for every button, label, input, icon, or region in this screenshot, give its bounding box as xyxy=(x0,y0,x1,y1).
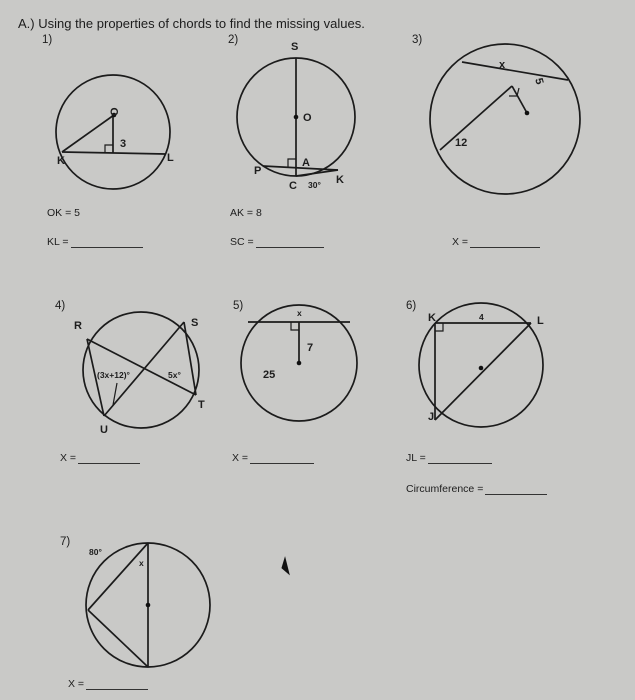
problem-4-number: 4) xyxy=(55,300,66,312)
problem-3-label-5: 5 xyxy=(532,76,546,86)
problem-5-right-angle xyxy=(291,322,299,330)
problem-4-label-arc2: 5x° xyxy=(168,370,181,380)
mouse-cursor-icon xyxy=(282,558,289,574)
problem-2-given: AK = 8 xyxy=(230,207,262,219)
problem-7-answer-label: X = xyxy=(68,678,85,690)
problem-4-chord-rt xyxy=(87,339,196,395)
problem-2-label-angle: 30° xyxy=(308,180,321,190)
problem-2-center-dot xyxy=(294,115,299,120)
problem-2-right-angle xyxy=(288,159,296,167)
problem-2-label-s: S xyxy=(291,41,299,53)
problem-6-label-k: K xyxy=(428,312,436,324)
problem-1-label-k: K xyxy=(57,155,65,167)
problem-1-diagram xyxy=(56,75,170,189)
problem-1-label-o: O xyxy=(109,107,121,116)
problem-6-diameter-jl xyxy=(435,323,531,420)
problem-3-number: 3) xyxy=(412,34,423,46)
problem-7-center-dot xyxy=(146,603,151,608)
problem-2-label-o: O xyxy=(303,112,312,124)
problem-3-center-dot xyxy=(525,111,530,116)
problem-4-answer-label: X = xyxy=(60,452,77,464)
problem-7-number: 7) xyxy=(60,536,71,548)
problem-5-center-dot xyxy=(297,361,302,366)
problem-6-label-j: J xyxy=(428,411,435,423)
problem-1-label-3: 3 xyxy=(120,138,127,150)
problem-6-right-angle xyxy=(435,323,443,331)
problem-6-label-4: 4 xyxy=(479,312,484,322)
problem-1-radius-ok xyxy=(62,115,114,152)
problem-5-label-7: 7 xyxy=(307,342,314,354)
problem-4-label-r: R xyxy=(74,320,82,332)
problem-6-circumference-label: Circumference = xyxy=(406,483,484,495)
problem-2-label-c: C xyxy=(289,180,297,192)
problem-7-label-x: x xyxy=(139,558,144,568)
problem-3-label-x: x xyxy=(499,59,506,71)
problem-2-label-a: A xyxy=(302,157,310,169)
problem-6-answer-label: JL = xyxy=(406,452,426,464)
problem-1-given: OK = 5 xyxy=(47,207,80,219)
problem-4-label-arc1: (3x+12)° xyxy=(97,370,130,380)
problem-5-number: 5) xyxy=(233,300,244,312)
problem-2-number: 2) xyxy=(228,34,239,46)
worksheet-title: A.) Using the properties of chords to find the missing values. xyxy=(18,16,365,31)
problem-7-label-angle: 80° xyxy=(89,547,102,557)
problem-4-label-t: T xyxy=(198,399,205,411)
problem-6-center-dot xyxy=(479,366,484,371)
problem-3-answer-label: X = xyxy=(452,236,469,248)
problem-2-segment-ck xyxy=(296,170,338,176)
problem-5-label-x: x xyxy=(297,308,302,318)
problem-1-number: 1) xyxy=(42,34,53,46)
problem-4-label-s: S xyxy=(191,317,199,329)
problem-4-chord-st xyxy=(184,322,196,395)
problem-3-radius xyxy=(512,86,527,113)
problem-4-chord-us xyxy=(104,322,184,416)
problem-1-label-l: L xyxy=(167,152,174,164)
problem-5-answer-label: X = xyxy=(232,452,249,464)
problem-3-label-12: 12 xyxy=(455,137,468,149)
problem-2-label-k: K xyxy=(336,174,344,186)
problem-1-right-angle xyxy=(105,145,113,153)
problem-3-chord-top xyxy=(462,62,568,80)
problem-1-answer-label: KL = xyxy=(47,236,69,248)
problem-2-label-p: P xyxy=(254,165,262,177)
problem-4-label-u: U xyxy=(100,424,108,436)
problem-6-label-l: L xyxy=(537,315,544,327)
problem-6-number: 6) xyxy=(406,300,417,312)
problem-3-chord-left xyxy=(440,86,512,150)
problem-2-answer-label: SC = xyxy=(230,236,254,248)
problem-5-label-25: 25 xyxy=(263,369,276,381)
